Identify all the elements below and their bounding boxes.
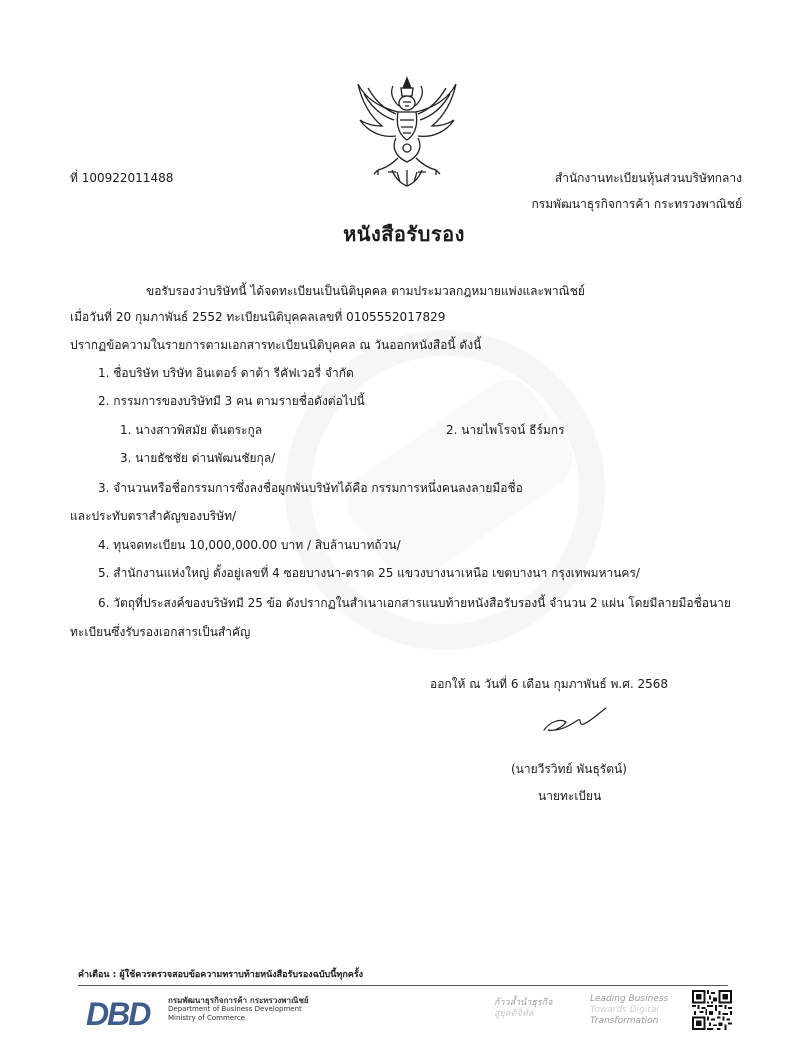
signer-position: นายทะเบียน xyxy=(538,789,602,803)
item-directors: 2. กรรมการของบริษัทมี 3 คน ตามรายชื่อดังต่อไปนี้ xyxy=(98,394,365,408)
footer-org-en-1: Department of Business Development xyxy=(168,1005,302,1013)
item-signing-authority: 3. จำนวนหรือชื่อกรรมการซึ่งลงชื่อผูกพันบริษัทได้คือ กรรมการหนึ่งคนลงลายมือชื่อ xyxy=(98,481,523,495)
footer-slogan-th-2: สู่ยุคดิจิทัล xyxy=(494,1009,534,1019)
director-3: 3. นายธัชชัย ด่านพัฒนชัยกุล/ xyxy=(120,451,276,465)
item-company-name: 1. ชื่อบริษัท บริษัท อินเตอร์ ดาต้า รีคัฟเวอรี่ จำกัด xyxy=(98,366,354,380)
dbd-logo-text: DBD xyxy=(86,996,150,1029)
footer-org-en-2: Ministry of Commerce xyxy=(168,1014,245,1022)
item-registered-capital: 4. ทุนจดทะเบียน 10,000,000.00 บาท / สิบล้านบาทถ้วน/ xyxy=(98,538,401,552)
registrar-signature xyxy=(538,700,610,740)
qr-code xyxy=(692,990,732,1030)
footer-slogan-th-1: ก้าวล้ำนำธุรกิจ xyxy=(494,998,553,1008)
issued-date: ออกให้ ณ วันที่ 6 เดือน กุมภาพันธ์ พ.ศ. 2568 xyxy=(430,677,669,691)
intro-line-3: ปรากฏข้อความในรายการตามเอกสารทะเบียนนิติบุคคล ณ วันออกหนังสือนี้ ดังนี้ xyxy=(70,338,482,352)
intro-line-1: ขอรับรองว่าบริษัทนี้ ได้จดทะเบียนเป็นนิติบุคคล ตามประมวลกฎหมายแพ่งและพาณิชย์ xyxy=(146,284,585,298)
garuda-emblem xyxy=(352,72,462,190)
issuer-department: กรมพัฒนาธุรกิจการค้า กระทรวงพาณิชย์ xyxy=(531,197,742,211)
footer-slogan-en-2: Towards Digital xyxy=(590,1005,659,1015)
document-number: ที่ 100922011488 xyxy=(70,171,174,185)
dbd-logo xyxy=(84,995,162,1029)
signer-name: (นายวีรวิทย์ พันธุรัตน์) xyxy=(511,762,627,776)
item-objectives-cont: ทะเบียนซึ่งรับรองเอกสารเป็นสำคัญ xyxy=(70,625,251,639)
footer-divider xyxy=(78,985,728,986)
director-1: 1. นางสาวพิสมัย ต้นตระกูล xyxy=(120,423,263,437)
item-objectives: 6. วัตถุที่ประสงค์ของบริษัทมี 25 ข้อ ดังปรากฏในสำเนาเอกสารแนบท้ายหนังสือรับรองนี้ จำนวน 2 แผ่น โดยมีลายมือชื่อนาย xyxy=(98,596,731,610)
director-2: 2. นายไพโรจน์ ธีร์มกร xyxy=(446,423,565,437)
document-title: หนังสือรับรอง xyxy=(343,222,465,246)
footer-slogan-en-1: Leading Business xyxy=(590,994,669,1004)
warning-note: คำเตือน : ผู้ใช้ควรตรวจสอบข้อความทราบท้ายหนังสือรับรองฉบับนี้ทุกครั้ง xyxy=(78,970,364,980)
issuer-office: สำนักงานทะเบียนหุ้นส่วนบริษัทกลาง xyxy=(554,171,742,185)
item-signing-authority-cont: และประทับตราสำคัญของบริษัท/ xyxy=(70,509,237,523)
footer-slogan-en-3: Transformation xyxy=(590,1016,659,1026)
footer-org-th: กรมพัฒนาธุรกิจการค้า กระทรวงพาณิชย์ xyxy=(168,996,309,1005)
intro-line-2: เมื่อวันที่ 20 กุมภาพันธ์ 2552 ทะเบียนนิติบุคคลเลขที่ 0105552017829 xyxy=(70,310,446,324)
item-head-office: 5. สำนักงานแห่งใหญ่ ตั้งอยู่เลขที่ 4 ซอยบางนา-ตราด 25 แขวงบางนาเหนือ เขตบางนา กรุงเทพมหานคร/ xyxy=(98,566,640,580)
